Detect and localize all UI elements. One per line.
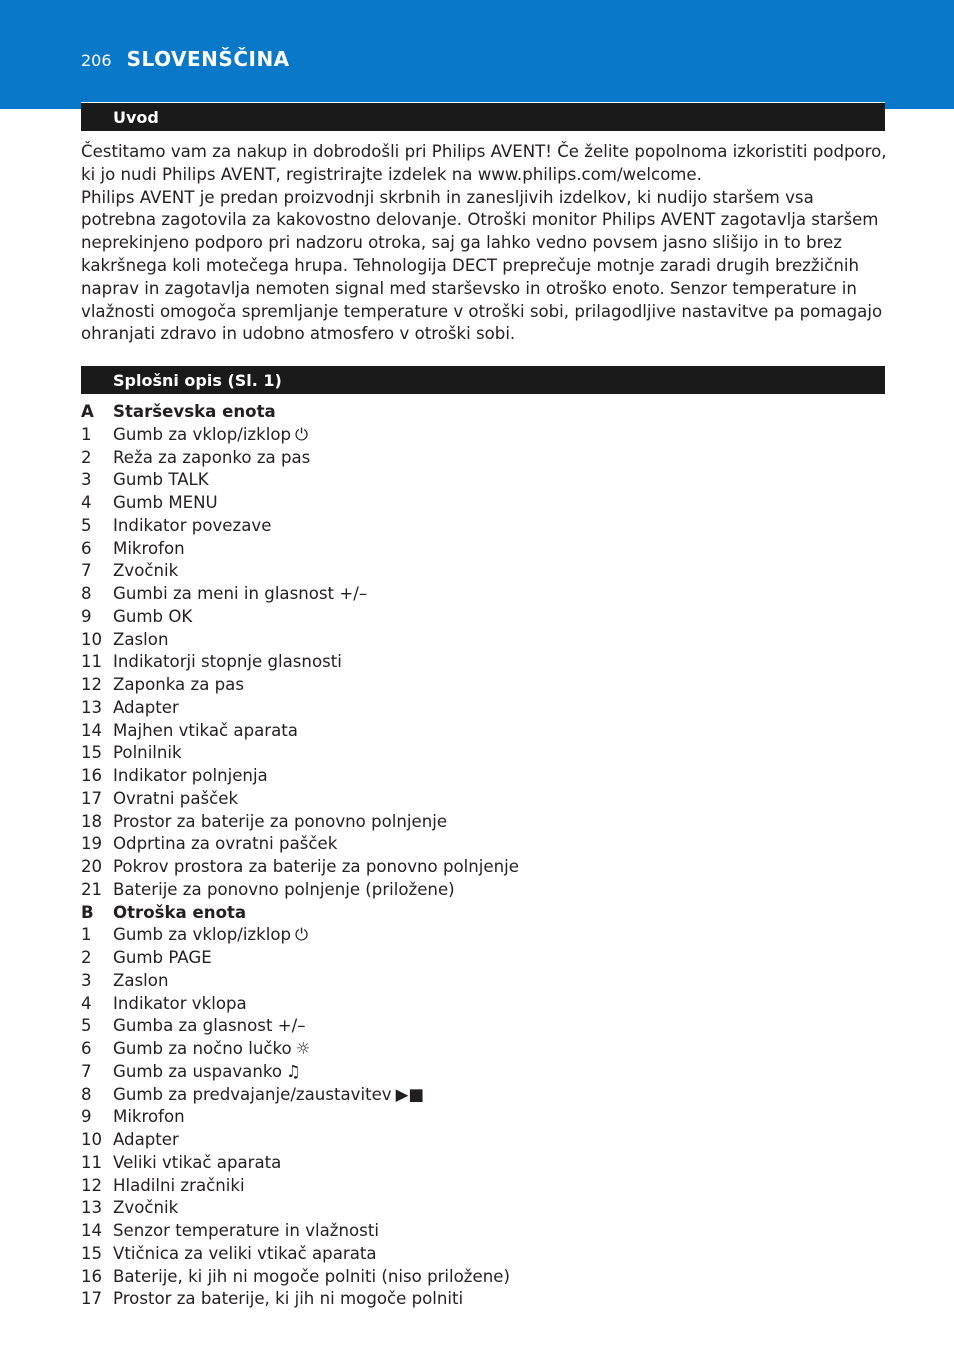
item-label: Gumb za uspavanko (113, 1061, 283, 1081)
item-label: Polnilnik (113, 743, 182, 763)
list-item (81, 833, 887, 856)
list-item (81, 469, 887, 492)
section-heading-overview (81, 365, 885, 394)
item-label: Zaslon (113, 629, 169, 649)
list-item (81, 560, 887, 583)
list-item (81, 651, 887, 674)
item-label: Mikrofon (113, 538, 185, 558)
item-label: Baterije za ponovno polnjenje (priložene) (113, 879, 455, 899)
item-number: 10 (81, 629, 103, 649)
item-number: 17 (81, 1289, 103, 1309)
item-number: 12 (81, 675, 103, 694)
page-number: 206 (81, 51, 112, 70)
item-number: 13 (81, 697, 103, 717)
item-number: 21 (81, 879, 103, 899)
item-label: Pokrov prostora za baterije za ponovno polnjenje (113, 857, 519, 876)
item-label: Indikator polnjenja (113, 766, 268, 785)
list-item (81, 1129, 887, 1152)
music-note-icon: ♫ (286, 1061, 301, 1081)
list-item (81, 1152, 887, 1175)
parts-list (81, 401, 887, 1311)
item-label: Gumb TALK (113, 470, 209, 490)
play-stop-icon: ▶■ (395, 1084, 425, 1104)
item-number: 1 (81, 424, 92, 444)
group-title: Starševska enota (113, 402, 276, 421)
list-item (81, 492, 887, 515)
item-number: 3 (81, 970, 92, 990)
list-item (81, 993, 887, 1016)
item-label: Gumb za predvajanje/zaustavitev (113, 1084, 392, 1104)
item-number: 15 (81, 1243, 103, 1263)
item-number: 3 (81, 470, 92, 490)
item-number: 18 (81, 811, 103, 831)
item-label: Gumb MENU (113, 493, 218, 512)
item-label: Zaponka za pas (113, 675, 244, 694)
item-label: Prostor za baterije za ponovno polnjenje (113, 811, 448, 831)
item-number: 6 (81, 1039, 92, 1058)
item-number: 2 (81, 948, 92, 967)
language-title: SLOVENŠČINA (126, 47, 290, 71)
group-letter: A (81, 402, 94, 421)
group-title: Otroška enota (113, 902, 247, 922)
item-label: Mikrofon (113, 1107, 185, 1127)
item-label: Zvočnik (113, 1198, 179, 1218)
list-item (81, 515, 887, 538)
list-item (81, 788, 887, 811)
list-item (81, 720, 887, 743)
item-number: 16 (81, 766, 103, 785)
item-number: 16 (81, 1266, 103, 1286)
item-label: Adapter (113, 697, 179, 717)
item-label: Indikatorji stopnje glasnosti (113, 652, 342, 672)
item-number: 15 (81, 743, 103, 763)
item-label: Gumb za vklop/izklop (113, 424, 292, 444)
item-number: 4 (81, 493, 92, 512)
night-light-icon: ☼ (295, 1039, 311, 1058)
item-number: 6 (81, 538, 92, 558)
list-item (81, 924, 887, 947)
item-number: 13 (81, 1198, 103, 1218)
list-item (81, 879, 887, 902)
item-label: Adapter (113, 1130, 179, 1149)
item-number: 8 (81, 1084, 92, 1104)
list-item (81, 583, 887, 606)
list-item (81, 1015, 887, 1038)
section-title: Splošni opis (Sl. 1) (113, 371, 282, 390)
list-item (81, 1061, 887, 1084)
item-number: 7 (81, 561, 92, 581)
item-label: Gumb za vklop/izklop (113, 925, 292, 945)
item-number: 9 (81, 1107, 92, 1127)
list-item (81, 447, 887, 470)
list-item (81, 856, 887, 879)
item-number: 5 (81, 1016, 92, 1036)
item-number: 7 (81, 1061, 92, 1081)
item-label: Prostor za baterije, ki jih ni mogoče polniti (113, 1289, 464, 1309)
item-number: 12 (81, 1175, 103, 1195)
page-header (81, 47, 290, 71)
group-letter: B (81, 902, 94, 922)
item-label: Vtičnica za veliki vtikač aparata (113, 1243, 377, 1263)
item-number: 8 (81, 584, 92, 603)
list-item (81, 629, 887, 652)
list-item (81, 674, 887, 697)
item-label: Gumba za glasnost +/– (113, 1016, 306, 1036)
list-item (81, 1106, 887, 1129)
item-number: 17 (81, 788, 103, 808)
power-icon: ⏻ (295, 925, 309, 945)
item-label: Odprtina za ovratni pašček (113, 834, 338, 854)
section-title: Uvod (113, 108, 159, 127)
item-number: 10 (81, 1130, 103, 1149)
item-number: 4 (81, 993, 92, 1013)
list-item (81, 1266, 887, 1289)
item-label: Baterije, ki jih ni mogoče polniti (niso priložene) (113, 1266, 510, 1286)
item-label: Ovratni pašček (113, 788, 239, 808)
item-label: Gumbi za meni in glasnost +/– (113, 584, 368, 603)
list-item (81, 1220, 887, 1243)
intro-paragraph: Čestitamo vam za nakup in dobrodošli pri Philips AVENT! Če želite popolnoma izkoristiti podporo, ki jo nudi Philips AVENT, registrirajte izdelek na www.philips.com/welcome. (81, 142, 887, 184)
section-heading-intro (81, 102, 885, 131)
list-item (81, 424, 887, 447)
list-item (81, 1243, 887, 1266)
list-item (81, 1288, 887, 1311)
item-label: Veliki vtikač aparata (113, 1152, 282, 1172)
list-item (81, 538, 887, 561)
list-item (81, 970, 887, 993)
item-label: Zvočnik (113, 561, 179, 581)
item-label: Zaslon (113, 970, 169, 990)
item-number: 14 (81, 720, 103, 740)
intro-paragraph: Philips AVENT je predan proizvodnji skrbnih in zanesljivih izdelkov, ki nudijo staršem vsa potrebna zagotovila za kakovostno delovanje. Otroški monitor Philips AVENT zagotavlja staršem neprekinjeno podporo pri nadzoru otroka, saj ga lahko vedno povsem jasno slišijo in to brez kakršnega koli motečega hrupa. Tehnologija DECT preprečuje motnje zaradi drugih brezžičnih naprav in zagotavlja nemoten signal med starševsko in otroško enoto. Senzor temperature in vlažnosti omogoča spremljanje temperature v otroški sobi, prilagodljive nastavitve pa pomagajo ohranjati zdravo in udobno atmosfero v otroški sobi. (81, 187, 883, 344)
item-number: 2 (81, 447, 92, 467)
item-label: Indikator povezave (113, 515, 272, 535)
list-item (81, 742, 887, 765)
list-item (81, 811, 887, 834)
item-number: 20 (81, 857, 103, 876)
item-label: Indikator vklopa (113, 993, 247, 1013)
item-number: 1 (81, 925, 92, 945)
list-item (81, 1084, 887, 1107)
item-label: Gumb za nočno lučko (113, 1039, 292, 1058)
item-label: Senzor temperature in vlažnosti (113, 1221, 379, 1240)
list-item (81, 1197, 887, 1220)
item-label: Gumb PAGE (113, 948, 212, 967)
item-number: 19 (81, 834, 103, 854)
item-number: 11 (81, 1152, 103, 1172)
list-item (81, 765, 887, 788)
item-label: Hladilni zračniki (113, 1175, 245, 1195)
item-label: Reža za zaponko za pas (113, 447, 311, 467)
baby-unit-heading (81, 902, 887, 925)
item-number: 11 (81, 652, 103, 672)
parent-unit-heading (81, 401, 887, 424)
item-label: Majhen vtikač aparata (113, 720, 298, 740)
list-item (81, 1038, 887, 1061)
power-icon: ⏻ (295, 424, 309, 444)
item-number: 5 (81, 515, 92, 535)
item-number: 14 (81, 1221, 103, 1240)
list-item (81, 606, 887, 629)
list-item (81, 697, 887, 720)
list-item (81, 947, 887, 970)
list-item (81, 1175, 887, 1198)
item-label: Gumb OK (113, 606, 193, 626)
item-number: 9 (81, 606, 92, 626)
intro-text (81, 141, 887, 346)
